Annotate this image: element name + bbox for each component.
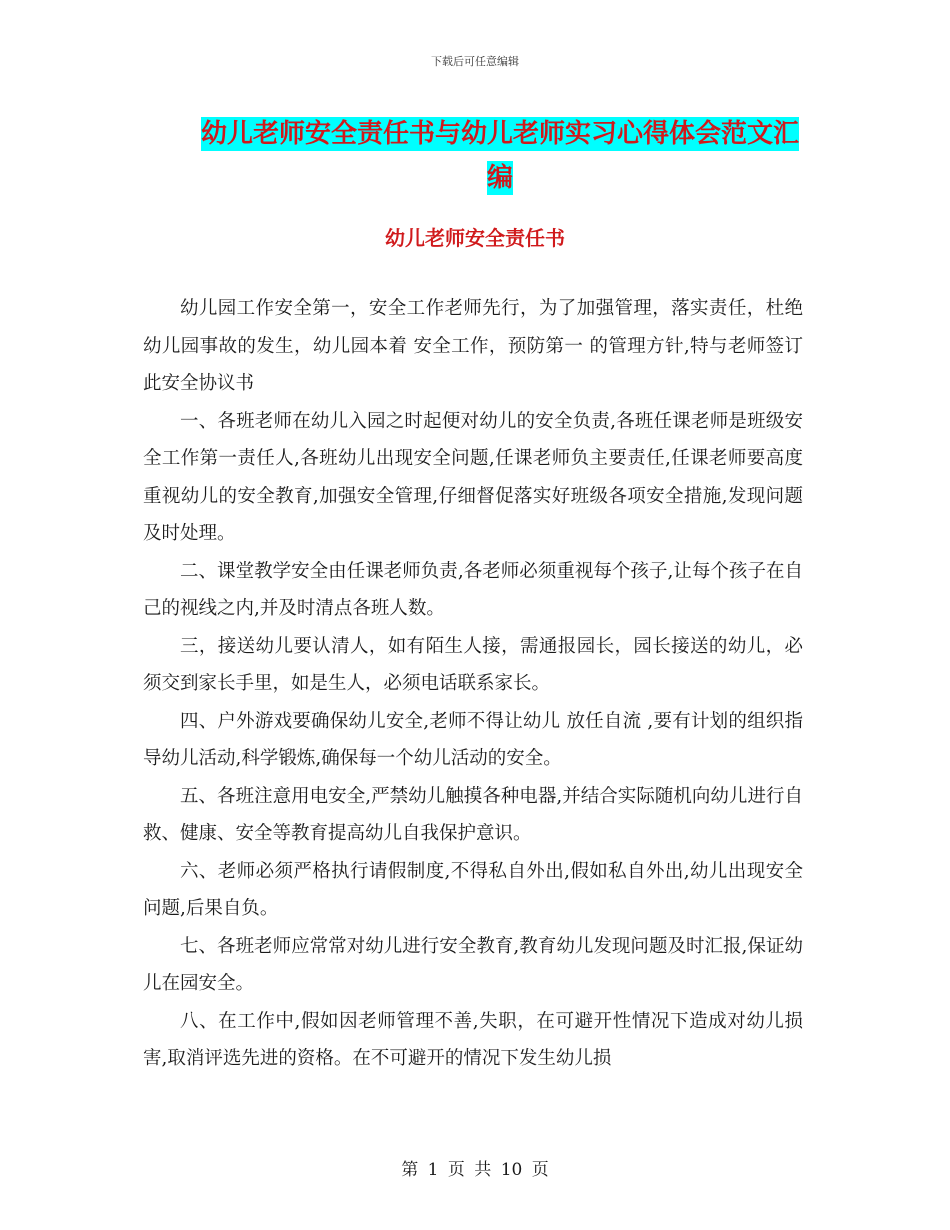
paragraph-item-3: 三，接送幼儿要认清人，如有陌生人接，需通报园长，园长接送的幼儿，必须交到家长手里，如是生人，必须电话联系家长。: [143, 635, 803, 694]
page-header-note: 下载后可任意编辑: [431, 55, 519, 68]
document-title-highlight: 幼儿老师安全责任书与幼儿老师实习心得体会范文汇编: [200, 119, 799, 193]
paragraph-item-5: 五、各班注意用电安全,严禁幼儿触摸各种电器,并结合实际随机向幼儿进行自救、健康、安全等教育提高幼儿自我保护意识。: [143, 785, 803, 844]
paragraph-item-8: 八、在工作中,假如因老师管理不善,失职，在可避开性情况下造成对幼儿损害,取消评选先进的资格。在不可避开的情况下发生幼儿损: [143, 1010, 803, 1069]
page-number: 第 1 页 共 10 页: [401, 1160, 549, 1180]
paragraph-item-7: 七、各班老师应常常对幼儿进行安全教育,教育幼儿发现问题及时汇报,保证幼儿在园安全。: [143, 935, 803, 994]
paragraph-item-4: 四、户外游戏要确保幼儿安全,老师不得让幼儿 放任自流 ,要有计划的组织指导幼儿活动,科学锻炼,确保每一个幼儿活动的安全。: [143, 710, 803, 769]
paragraph-item-6: 六、老师必须严格执行请假制度,不得私自外出,假如私自外出,幼儿出现安全问题,后果自负。: [143, 860, 803, 919]
paragraph-item-1: 一、各班老师在幼儿入园之时起便对幼儿的安全负责,各班任课老师是班级安全工作第一责任人,各班幼儿出现安全问题,任课老师负主要责任,任课老师要高度重视幼儿的安全教育,加强安全管理,仔细督促落实好班级各项安全措施,发现问题及时处理。: [143, 410, 803, 544]
section-title: 幼儿老师安全责任书: [385, 226, 565, 250]
document-body: [143, 290, 803, 1078]
document-title: [190, 112, 810, 200]
paragraph-intro: 幼儿园工作安全第一，安全工作老师先行，为了加强管理，落实责任，杜绝幼儿园事故的发生，幼儿园本着 安全工作，预防第一 的管理方针,特与老师签订此安全协议书: [143, 298, 803, 394]
paragraph-item-2: 二、课堂教学安全由任课老师负责,各老师必须重视每个孩子,让每个孩子在自己的视线之内,并及时清点各班人数。: [143, 560, 803, 619]
